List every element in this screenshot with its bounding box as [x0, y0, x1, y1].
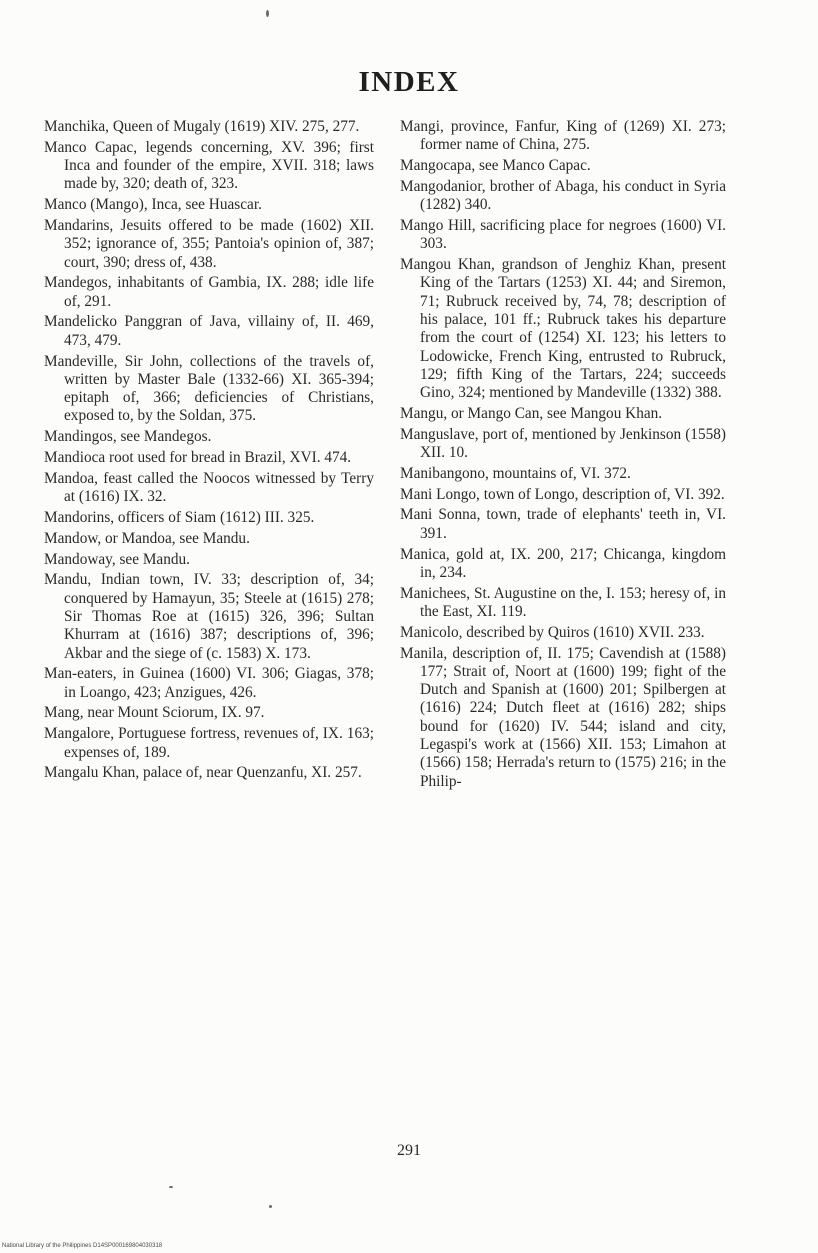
index-entry: Mangalore, Portuguese fortress, revenues of, IX. 163; expenses of, 189.	[44, 725, 374, 761]
index-entry: Mandu, Indian town, IV. 33; description of, 34; conquered by Hamayun, 35; Steele at (1615) 278; Sir Thomas Roe at (1615) 326, 396; Sultan Khurram at (1616) 387; descriptions of, 396; Akbar and the siege of (c. 1583) X. 173.	[44, 571, 374, 662]
index-entry: Manco (Mango), Inca, see Huascar.	[44, 196, 262, 214]
index-entry: Mandorins, officers of Siam (1612) III. 325.	[44, 508, 315, 526]
index-entry: Manchika, Queen of Mugaly (1619) XIV. 275, 277.	[44, 118, 360, 135]
index-entry: Manco Capac, legends concerning, XV. 396; first Inca and founder of the empire, XVII. 318; laws made by, 320; death of, 323.	[44, 138, 374, 193]
index-entry: Mani Longo, town of Longo, description of, VI. 392.	[400, 485, 725, 503]
index-entry: Mandoa, feast called the Noocos witnessed by Terry at (1616) IX. 32.	[44, 469, 374, 506]
index-column-left	[44, 118, 374, 785]
index-entry: Man-eaters, in Guinea (1600) VI. 306; Giagas, 378; in Loango, 423; Anzigues, 426.	[44, 665, 374, 701]
index-entry: Mani Sonna, town, trade of elephants' teeth in, VI. 391.	[400, 506, 726, 542]
index-entry: Mandelicko Panggran of Java, villainy of, II. 469, 473, 479.	[44, 313, 374, 349]
page-title: INDEX	[358, 66, 460, 98]
index-entry: Mangou Khan, grandson of Jenghiz Khan, present King of the Tartars (1253) XI. 44; and Siremon, 71; Rubruck received by, 74, 78; description of his palace, 101 ff.; Rubruck takes his departure from the court of (1254) XI. 123; his letters to Lodowicke, French King, entrusted to Rubruck, 129; fifth King of the Tartars, 224; succeeds Gino, 324; mentioned by Mandeville (1332) 388.	[400, 256, 726, 402]
index-entry: Mandegos, inhabitants of Gambia, IX. 288; idle life of, 291.	[44, 274, 374, 310]
index-entry: Mang, near Mount Sciorum, IX. 97.	[44, 704, 265, 722]
index-entry: Mandarins, Jesuits offered to be made (1602) XII. 352; ignorance of, 355; Pantoia's opinion of, 387; court, 390; dress of, 438.	[44, 216, 374, 271]
index-entry: Mango Hill, sacrificing place for negroes (1600) VI. 303.	[400, 216, 726, 253]
scan-speck	[266, 10, 269, 17]
index-entry: Manica, gold at, IX. 200, 217; Chicanga, kingdom in, 234.	[400, 545, 726, 581]
index-entry: Mandeville, Sir John, collections of the travels of, written by Master Bale (1332-66) XI. 365-394; epitaph of, 366; deficiencies of Christians, exposed to, by the Soldan, 375.	[44, 352, 374, 425]
index-entry: Mangi, province, Fanfur, King of (1269) XI. 273; former name of China, 275.	[400, 118, 726, 154]
scan-speck	[269, 1205, 272, 1208]
index-entry: Manichees, St. Augustine on the, I. 153; heresy of, in the East, XI. 119.	[400, 584, 726, 620]
scan-speck	[169, 1186, 173, 1188]
index-entry: Mandioca root used for bread in Brazil, XVI. 474.	[44, 449, 352, 467]
index-entry: Mandoway, see Mandu.	[44, 550, 190, 568]
index-entry: Mangocapa, see Manco Capac.	[400, 157, 591, 175]
scan-footer-note: National Library of the Philippines D14SP000169804030318	[2, 1243, 163, 1249]
index-entry: Mangodanior, brother of Abaga, his conduct in Syria (1282) 340.	[400, 177, 726, 214]
index-entry: Mangalu Khan, palace of, near Quenzanfu, XI. 257.	[44, 764, 362, 782]
index-entry: Manicolo, described by Quiros (1610) XVII. 233.	[400, 623, 705, 641]
index-entry: Mandow, or Mandoa, see Mandu.	[44, 529, 250, 547]
index-column-right	[400, 118, 726, 793]
index-entry: Manguslave, port of, mentioned by Jenkinson (1558) XII. 10.	[400, 425, 726, 462]
index-entry: Manibangono, mountains of, VI. 372.	[400, 464, 631, 482]
index-entry: Mangu, or Mango Can, see Mangou Khan.	[400, 404, 663, 422]
index-entry: Mandingos, see Mandegos.	[44, 428, 212, 446]
index-entry: Manila, description of, II. 175; Cavendish at (1588) 177; Strait of, Noort at (1600) 199; fight of the Dutch and Spanish at (1600) 201; Spilbergen at (1616) 224; Dutch fleet at (1616) 282; ships bound for (1620) IV. 544; island and city, Legaspi's work at (1566) XII. 153; Limahon at (1566) 158; Herrada's return to (1575) 216; in the Philip-	[400, 644, 726, 790]
page-number: 291	[397, 1142, 421, 1159]
